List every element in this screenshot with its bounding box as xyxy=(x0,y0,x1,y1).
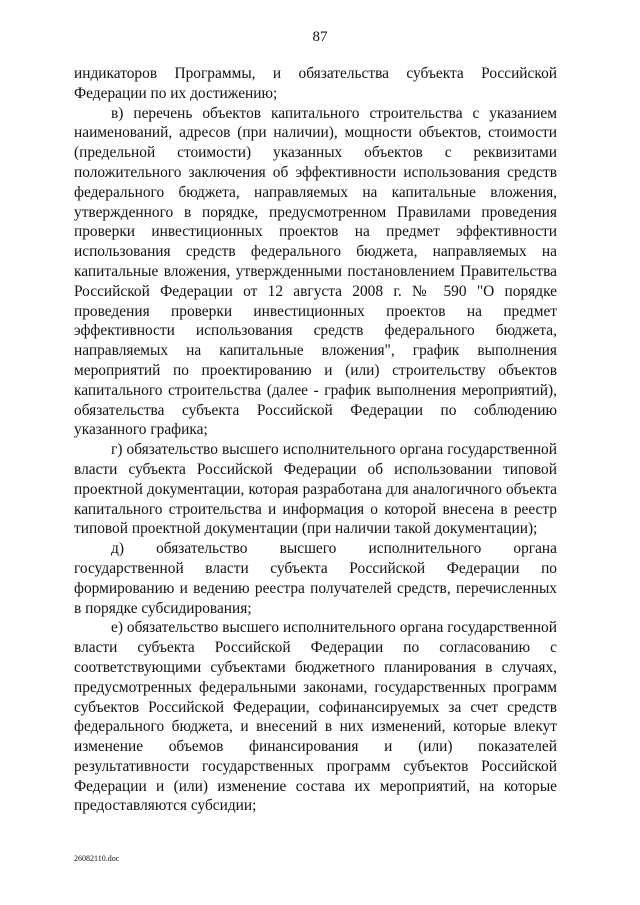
paragraph-item-v: в) перечень объектов капитального строительства с указанием наименований, адресов (при наличии), мощности объектов, стоимости (предельной стоимости) указанных объектов с реквизитами положительного заключения об эффективности использования средств федерального бюджета, направляемых на капитальные вложения, утвержденного в порядке, предусмотренном Правилами проведения проверки инвестиционных проектов на предмет эффективности использования средств федерального бюджета, направляемых на капитальные вложения, утвержденными постановлением Правительства Российской Федерации от 12 августа 2008 г. № 590 "О порядке проведения проверки инвестиционных проектов на предмет эффективности использования средств федерального бюджета, направляемых на капитальные вложения", график выполнения мероприятий по проектированию и (или) строительству объектов капитального строительства (далее - график выполнения мероприятий), обязательства субъекта Российской Федерации по соблюдению указанного графика; xyxy=(74,104,557,439)
paragraph-item-e: е) обязательство высшего исполнительного органа государственной власти субъекта Российской Федерации по согласованию с соответствующими субъектами бюджетного планирования в случаях, предусмотренных федеральными законами, государственных программ субъектов Российской Федерации, софинансируемых за счет средств федерального бюджета, и внесений в них изменений, которые влекут изменение объемов финансирования и (или) показателей результативности государственных программ субъектов Российской Федерации и (или) изменение состава их мероприятий, на которые предоставляются субсидии; xyxy=(74,619,557,815)
document-body xyxy=(74,64,557,816)
paragraph-item-d: д) обязательство высшего исполнительного органа государственной власти субъекта Российской Федерации по формированию и ведению реестра получателей средств, перечисленных в порядке субсидирования; xyxy=(74,540,557,617)
paragraph-continuation: индикаторов Программы, и обязательства субъекта Российской Федерации по их достижению; xyxy=(74,65,557,102)
footer-filename: 26082110.doc xyxy=(74,854,120,863)
paragraph-item-g: г) обязательство высшего исполнительного органа государственной власти субъекта Российской Федерации об использовании типовой проектной документации, которая разработана для аналогичного объекта капитального строительства и информация о которой внесена в реестр типовой проектной документации (при наличии такой документации); xyxy=(74,441,557,538)
page-number: 87 xyxy=(312,29,328,45)
